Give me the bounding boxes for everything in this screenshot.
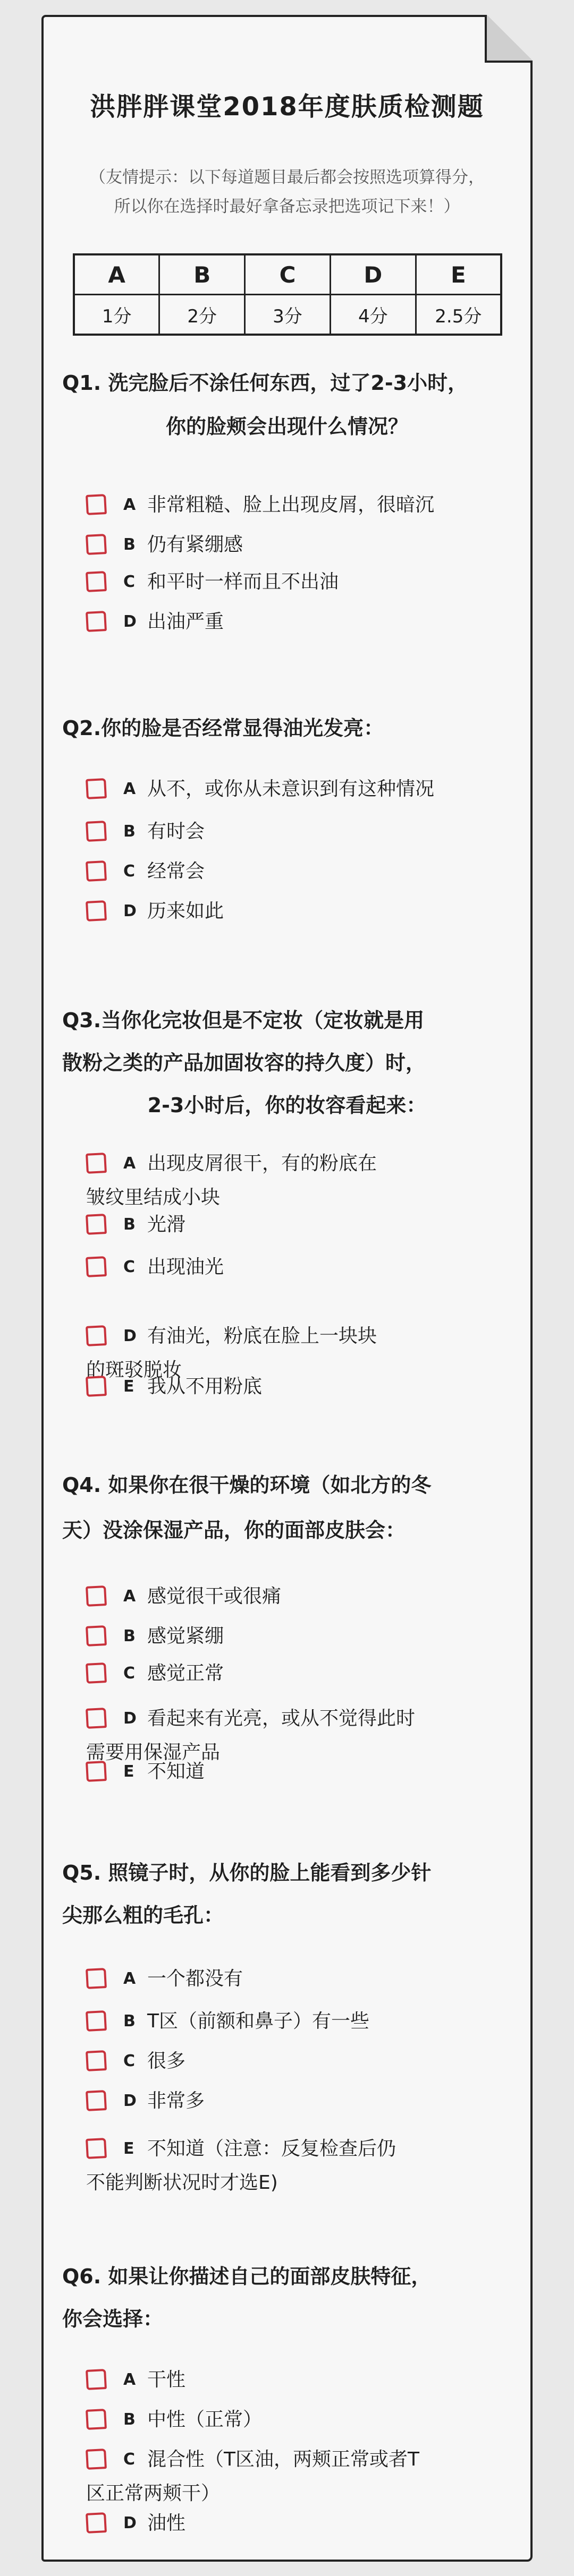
option-text-line: 混合性（T区油，两颊正常或者T	[147, 2449, 419, 2470]
checkbox-icon[interactable]	[86, 1325, 107, 1346]
option-text	[147, 605, 499, 639]
option-row[interactable]	[86, 2403, 499, 2437]
option-letter: B	[123, 1215, 136, 1234]
option-row[interactable]	[86, 2132, 499, 2194]
option-row[interactable]	[86, 528, 499, 562]
checkbox-icon[interactable]	[86, 1585, 107, 1607]
option-row[interactable]	[86, 565, 499, 599]
option-letter: B	[123, 822, 136, 841]
question-6-line: 你会选择：	[62, 2307, 164, 2331]
option-row[interactable]	[86, 2363, 499, 2397]
score-value: 1分	[74, 295, 159, 335]
option-row[interactable]	[86, 1250, 499, 1284]
option-row[interactable]	[86, 855, 499, 889]
score-value: 3分	[245, 295, 331, 335]
checkbox-icon[interactable]	[86, 900, 107, 922]
option-letter: A	[123, 1587, 136, 1606]
checkbox-icon[interactable]	[86, 1625, 107, 1647]
option-letter: D	[123, 2514, 137, 2532]
option-letter: B	[123, 2012, 136, 2031]
option-text-line: 区正常两颊干）	[86, 2483, 221, 2504]
option-row[interactable]	[86, 1580, 499, 1614]
option-letter: A	[123, 496, 136, 514]
option-text-line: 一个都没有	[147, 1968, 243, 1990]
question-6-line: Q6. 如果让你描述自己的面部皮肤特征，	[62, 2265, 432, 2288]
question-3-line: 散粉之类的产品加固妆容的持久度）时，	[62, 1051, 426, 1074]
option-letter: E	[123, 1377, 134, 1396]
option-text	[147, 2403, 499, 2437]
option-letter: E	[123, 2139, 134, 2158]
option-text-line: 不能判断状况时才选E)	[86, 2172, 278, 2194]
option-text-line: 感觉紧绷	[147, 1625, 224, 1647]
tip-line-1: （友情提示：以下每道题目最后都会按照选项算得分，	[89, 168, 485, 187]
checkbox-icon[interactable]	[86, 1662, 107, 1684]
checkbox-icon[interactable]	[86, 2050, 107, 2071]
checkbox-icon[interactable]	[86, 2512, 107, 2534]
option-text-line: 光滑	[147, 1214, 186, 1235]
score-value: 4分	[330, 295, 416, 335]
option-text-line: 出现油光	[147, 1256, 224, 1278]
friendly-tip	[65, 163, 509, 221]
option-row[interactable]	[86, 772, 499, 806]
option-letter: A	[123, 2370, 136, 2389]
option-text	[86, 2132, 499, 2200]
checkbox-icon[interactable]	[86, 1968, 107, 1989]
option-text-line: 干性	[147, 2369, 186, 2391]
checkbox-icon[interactable]	[86, 611, 107, 632]
option-text	[147, 1657, 499, 1691]
option-row[interactable]	[86, 2506, 499, 2540]
option-text	[147, 1619, 499, 1653]
option-text	[86, 2443, 499, 2511]
option-text	[86, 1147, 499, 1215]
option-text-line: 需要用保湿产品	[86, 1742, 221, 1763]
checkbox-icon[interactable]	[86, 1214, 107, 1235]
option-letter: C	[123, 1258, 136, 1276]
option-text	[147, 488, 499, 522]
score-value: 2.5分	[416, 295, 501, 335]
page-fold-corner	[485, 15, 533, 63]
option-text	[147, 565, 499, 599]
option-text-line: 我从不用粉底	[147, 1376, 263, 1397]
option-row[interactable]	[86, 1208, 499, 1242]
option-letter: C	[123, 573, 136, 591]
option-text-line: 非常粗糙、脸上出现皮屑，很暗沉	[147, 494, 435, 516]
option-row[interactable]	[86, 1657, 499, 1691]
option-text-line: 不知道	[147, 1761, 205, 1782]
option-text	[147, 2004, 499, 2038]
quiz-paper	[41, 15, 533, 2562]
checkbox-icon[interactable]	[86, 2090, 107, 2111]
checkbox-icon[interactable]	[86, 2138, 107, 2159]
option-text	[147, 1580, 499, 1614]
question-1-line: Q1. 洗完脸后不涂任何东西，过了2-3小时，	[62, 371, 468, 395]
option-text-line: 出油严重	[147, 611, 224, 633]
option-row[interactable]	[86, 1962, 499, 1996]
checkbox-icon[interactable]	[86, 2010, 107, 2032]
option-text-line: 油性	[147, 2512, 186, 2534]
score-letter: E	[416, 254, 501, 295]
option-text-line: 皱纹里结成小块	[86, 1187, 221, 1208]
checkbox-icon[interactable]	[86, 778, 107, 799]
option-text-line: 感觉很干或很痛	[147, 1585, 282, 1607]
option-text	[147, 1370, 499, 1404]
checkbox-icon[interactable]	[86, 571, 107, 592]
option-text	[147, 1962, 499, 1996]
question-5-line: Q5. 照镜子时，从你的脸上能看到多少针	[62, 1861, 432, 1884]
option-letter: A	[123, 780, 136, 798]
checkbox-icon[interactable]	[86, 1153, 107, 1174]
option-row[interactable]	[86, 1755, 499, 1789]
checkbox-icon[interactable]	[86, 494, 107, 515]
option-text	[147, 528, 499, 562]
option-letter: A	[123, 1154, 136, 1173]
option-text	[147, 1208, 499, 1242]
option-text-line: 和平时一样而且不出油	[147, 571, 339, 593]
checkbox-icon[interactable]	[86, 1376, 107, 1397]
checkbox-icon[interactable]	[86, 1761, 107, 1782]
option-text-line: 的斑驳脱妆	[86, 1359, 182, 1381]
checkbox-icon[interactable]	[86, 2409, 107, 2430]
question-4-line: Q4. 如果你在很干燥的环境（如北方的冬	[62, 1473, 432, 1497]
option-row[interactable]	[86, 1370, 499, 1404]
option-letter: E	[123, 1762, 134, 1781]
option-row[interactable]	[86, 1147, 499, 1208]
option-text-line: 历来如此	[147, 900, 224, 922]
option-text	[147, 2084, 499, 2118]
option-letter: D	[123, 902, 137, 920]
page-title: 洪胖胖课堂2018年度肤质检测题	[90, 92, 484, 122]
option-text-line: 中性（正常）	[147, 2409, 263, 2430]
option-text-line: 很多	[147, 2050, 186, 2072]
checkbox-icon[interactable]	[86, 1708, 107, 1729]
score-letter: A	[74, 254, 159, 295]
option-row[interactable]	[86, 1702, 499, 1763]
tip-line-2: 所以你在选择时最好拿备忘录把选项记下来！）	[114, 197, 460, 216]
option-text-line: 看起来有光亮，或从不觉得此时	[147, 1708, 416, 1729]
score-letter: B	[159, 254, 245, 295]
question-1-line: 你的脸颊会出现什么情况？	[165, 415, 408, 438]
option-text	[147, 855, 499, 889]
option-text-line: 从不，或你从未意识到有这种情况	[147, 778, 435, 800]
option-text-line: 感觉正常	[147, 1662, 224, 1684]
option-text-line: T区（前额和鼻子）有一些	[147, 2010, 369, 2032]
option-row[interactable]	[86, 2084, 499, 2118]
checkbox-icon[interactable]	[86, 1256, 107, 1277]
option-letter: A	[123, 1969, 136, 1988]
score-value: 2分	[159, 295, 245, 335]
score-letter: D	[330, 254, 416, 295]
option-letter: B	[123, 1627, 136, 1645]
option-letter: B	[123, 535, 136, 554]
option-text-line: 仍有紧绷感	[147, 534, 243, 556]
option-text	[147, 1250, 499, 1284]
checkbox-icon[interactable]	[86, 534, 107, 555]
option-row[interactable]	[86, 605, 499, 639]
option-text-line: 有时会	[147, 821, 205, 842]
score-value-row	[74, 295, 501, 335]
option-row[interactable]	[86, 2004, 499, 2038]
option-letter: C	[123, 862, 136, 881]
option-text	[147, 815, 499, 849]
question-2-line: Q2.你的脸是否经常显得油光发亮：	[62, 716, 384, 740]
option-text	[147, 894, 499, 928]
option-text	[147, 2363, 499, 2397]
option-text-line: 不知道（注意：反复检查后仍	[147, 2138, 396, 2160]
question-3-line: 2-3小时后，你的妆容看起来：	[147, 1094, 427, 1117]
question-5-line: 尖那么粗的毛孔：	[62, 1904, 224, 1927]
option-letter: D	[123, 2092, 137, 2110]
option-text	[147, 2506, 499, 2540]
checkbox-icon[interactable]	[86, 860, 107, 882]
score-letter-row	[74, 254, 501, 295]
option-letter: C	[123, 1664, 136, 1683]
option-text-line: 非常多	[147, 2090, 205, 2112]
checkbox-icon[interactable]	[86, 821, 107, 842]
option-row[interactable]	[86, 815, 499, 849]
score-letter: C	[245, 254, 331, 295]
question-4-line: 天）没涂保湿产品，你的面部皮肤会：	[62, 1519, 406, 1542]
option-letter: D	[123, 1709, 137, 1728]
option-row[interactable]	[86, 2443, 499, 2504]
checkbox-icon[interactable]	[86, 2449, 107, 2470]
option-text-line: 出现皮屑很干，有的粉底在	[147, 1153, 377, 1174]
option-text-line: 有油光，粉底在脸上一块块	[147, 1325, 377, 1347]
option-letter: C	[123, 2450, 136, 2469]
option-row[interactable]	[86, 2044, 499, 2078]
option-row[interactable]	[86, 488, 499, 522]
checkbox-icon[interactable]	[86, 2369, 107, 2390]
option-letter: B	[123, 2410, 136, 2429]
option-letter: D	[123, 1327, 137, 1345]
option-row[interactable]	[86, 1319, 499, 1381]
option-letter: D	[123, 612, 137, 631]
option-text-line: 经常会	[147, 860, 205, 882]
option-row[interactable]	[86, 1619, 499, 1653]
question-3-line: Q3.当你化完妆但是不定妆（定妆就是用	[62, 1009, 425, 1032]
option-letter: C	[123, 2052, 136, 2070]
option-row[interactable]	[86, 894, 499, 928]
option-text	[147, 2044, 499, 2078]
option-text	[147, 1755, 499, 1789]
score-table	[73, 253, 502, 336]
option-text	[147, 772, 499, 806]
